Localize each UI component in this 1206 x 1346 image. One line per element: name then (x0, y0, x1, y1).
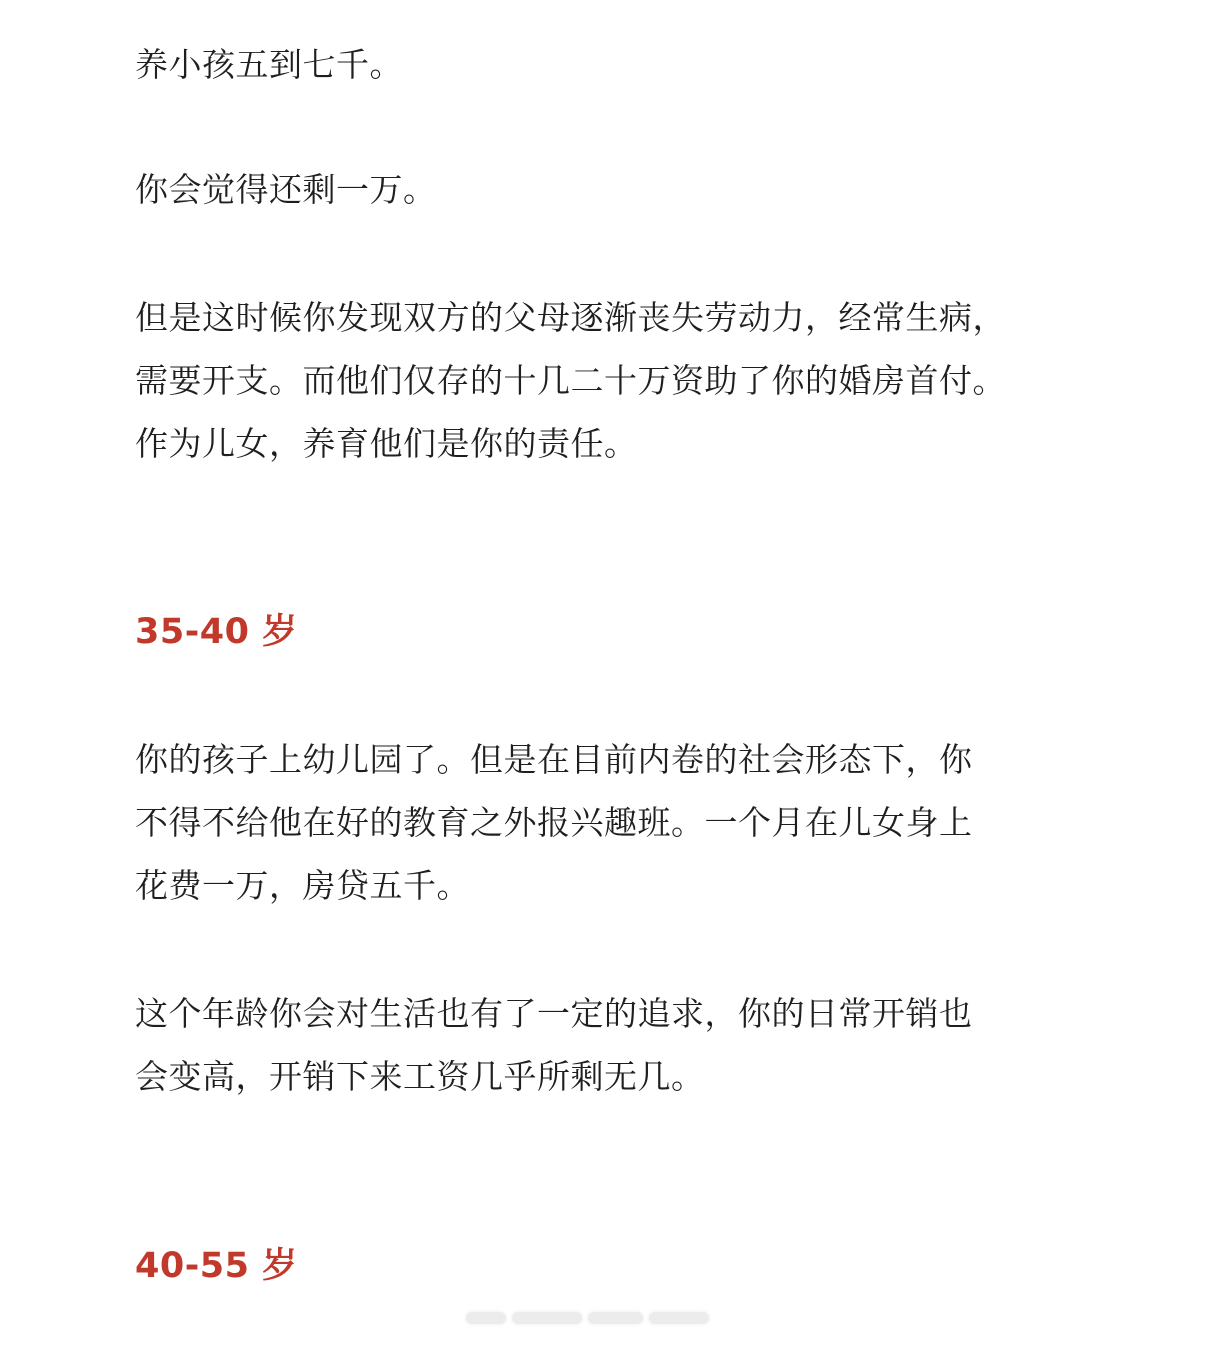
paragraph-line: 但是这时候你发现双方的父母逐渐丧失劳动力，经常生病， (135, 298, 1006, 337)
watermark-segment (649, 1312, 709, 1324)
paragraph-line: 花费一万，房贷五千。 (135, 866, 470, 905)
paragraph-parents (135, 286, 1006, 475)
paragraph-line: 不得不给他在好的教育之外报兴趣班。一个月在儿女身上 (135, 803, 973, 842)
watermark-segment (588, 1312, 643, 1324)
paragraph-line: 你会觉得还剩一万。 (135, 170, 437, 209)
paragraph-kindergarten (135, 728, 973, 917)
watermark-segment (512, 1312, 582, 1324)
paragraph-line: 作为儿女，养育他们是你的责任。 (135, 424, 638, 463)
paragraph-line: 养小孩五到七千。 (135, 45, 403, 84)
paragraph-line: 你的孩子上幼儿园了。但是在目前内卷的社会形态下，你 (135, 740, 973, 779)
paragraph-child-cost (135, 33, 403, 96)
watermark-segment (466, 1312, 506, 1324)
section-heading-40-55: 40-55 岁 (135, 1246, 298, 1286)
paragraph-line: 这个年龄你会对生活也有了一定的追求，你的日常开销也 (135, 994, 973, 1033)
watermark-overlay (466, 1304, 736, 1332)
paragraph-remaining (135, 158, 437, 221)
paragraph-line: 需要开支。而他们仅存的十几二十万资助了你的婚房首付。 (135, 361, 1006, 400)
paragraph-expenses (135, 982, 973, 1108)
paragraph-line: 会变高，开销下来工资几乎所剩无几。 (135, 1057, 705, 1096)
section-heading-35-40: 35-40 岁 (135, 612, 298, 652)
